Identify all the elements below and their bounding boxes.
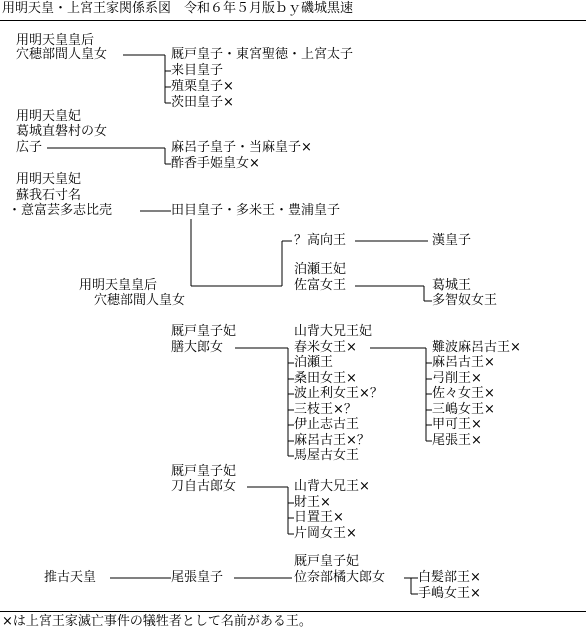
g6-child: 尾張皇子 bbox=[171, 570, 224, 585]
g3-mother2-1: 穴穂部間人皇女 bbox=[94, 293, 186, 308]
diagram-title: 用明天皇・上宮王家関係系図 令和６年５月版ｂｙ磯城黒速 bbox=[2, 1, 354, 16]
g3-mother2-0: 用明天皇皇后 bbox=[79, 278, 158, 293]
g5-child-0: 山背大兄王× bbox=[294, 479, 370, 494]
g3-parent-0: 用明天皇妃 bbox=[16, 172, 82, 187]
g1-child-3: 茨田皇子× bbox=[171, 95, 234, 110]
g4-mother-1: 膳大郎女 bbox=[171, 340, 224, 355]
g4-grandchild-1: 麻呂古王× bbox=[432, 355, 495, 370]
g3-child: 田目皇子・多米王・豊浦皇子 bbox=[171, 203, 341, 218]
g2-parent-2: 広子 bbox=[16, 140, 43, 155]
g4-grandchild-6: 尾張王× bbox=[432, 433, 482, 448]
g4-grandchild-5: 甲可王× bbox=[432, 417, 482, 432]
g6-name: 位奈部橘大郎女 bbox=[294, 570, 386, 585]
g1-child-1: 来目皇子 bbox=[171, 63, 224, 78]
g1-parent-1: 穴穂部間人皇女 bbox=[16, 47, 108, 62]
g5-mother-0: 厩戸皇子妃 bbox=[171, 464, 237, 479]
g5-child-1: 財王× bbox=[294, 495, 331, 510]
g3-sub2-child-0: 葛城王 bbox=[432, 278, 472, 293]
g4-child-4: 三枝王×？ bbox=[294, 402, 357, 417]
g4-child-0: 春米女王× bbox=[294, 340, 357, 355]
g1-parent-0: 用明天皇皇后 bbox=[16, 33, 95, 48]
g4-grandchild-0: 難波麻呂古王× bbox=[432, 340, 521, 355]
g6-label: 厩戸皇子妃 bbox=[294, 554, 360, 569]
g3-sub1-name: ？高向王 bbox=[294, 233, 347, 248]
g5-child-2: 日置王× bbox=[294, 510, 344, 525]
g1-child-2: 殖栗皇子× bbox=[171, 79, 234, 94]
g5-child-3: 片岡女王× bbox=[294, 526, 357, 541]
footer-note: ×は上宮王家滅亡事件の犠牲者として名前がある王。 bbox=[2, 614, 312, 629]
g2-child-0: 麻呂子皇子・当麻皇子× bbox=[171, 140, 312, 155]
g4-grandchild-3: 佐々女王× bbox=[432, 386, 495, 401]
g4-mother-0: 厩戸皇子妃 bbox=[171, 324, 237, 339]
g6-child-0: 白髪部王× bbox=[418, 570, 481, 585]
g4-child-2: 桑田女王× bbox=[294, 371, 357, 386]
g4-child-6: 麻呂古王×？ bbox=[294, 433, 370, 448]
g3-sub1-child: 漢皇子 bbox=[432, 233, 472, 248]
g4-child-5: 伊止志古王 bbox=[294, 417, 360, 432]
g4-child-7: 馬屋古女王 bbox=[294, 448, 360, 463]
g2-parent-1: 葛城直磐村の女 bbox=[16, 124, 108, 139]
g1-child-0: 厩戸皇子・東宮聖徳・上宮太子 bbox=[171, 47, 354, 62]
g3-parent-1: 蘇我石寸名 bbox=[16, 188, 82, 203]
g3-sub2-name: 佐富女王 bbox=[294, 278, 347, 293]
g3-sub2-label: 泊瀬王妃 bbox=[294, 262, 347, 277]
g4-grandchild-2: 弓削王× bbox=[432, 371, 482, 386]
g2-parent-0: 用明天皇妃 bbox=[16, 109, 82, 124]
g6-root: 推古天皇 bbox=[44, 570, 97, 585]
g3-sub2-child-1: 多智奴女王 bbox=[432, 293, 498, 308]
g4-child-3: 波止利女王×？ bbox=[294, 386, 383, 401]
g2-child-1: 酢香手姫皇女× bbox=[171, 156, 260, 171]
g6-child-1: 手嶋女王× bbox=[418, 586, 481, 601]
g4-child-1: 泊瀬王 bbox=[294, 355, 334, 370]
g4-wife-label: 山背大兄王妃 bbox=[294, 324, 373, 339]
g5-mother-1: 刀自古郎女 bbox=[171, 479, 237, 494]
g4-grandchild-4: 三嶋女王× bbox=[432, 402, 495, 417]
g3-parent-2: ・意富芸多志比売 bbox=[8, 203, 113, 218]
